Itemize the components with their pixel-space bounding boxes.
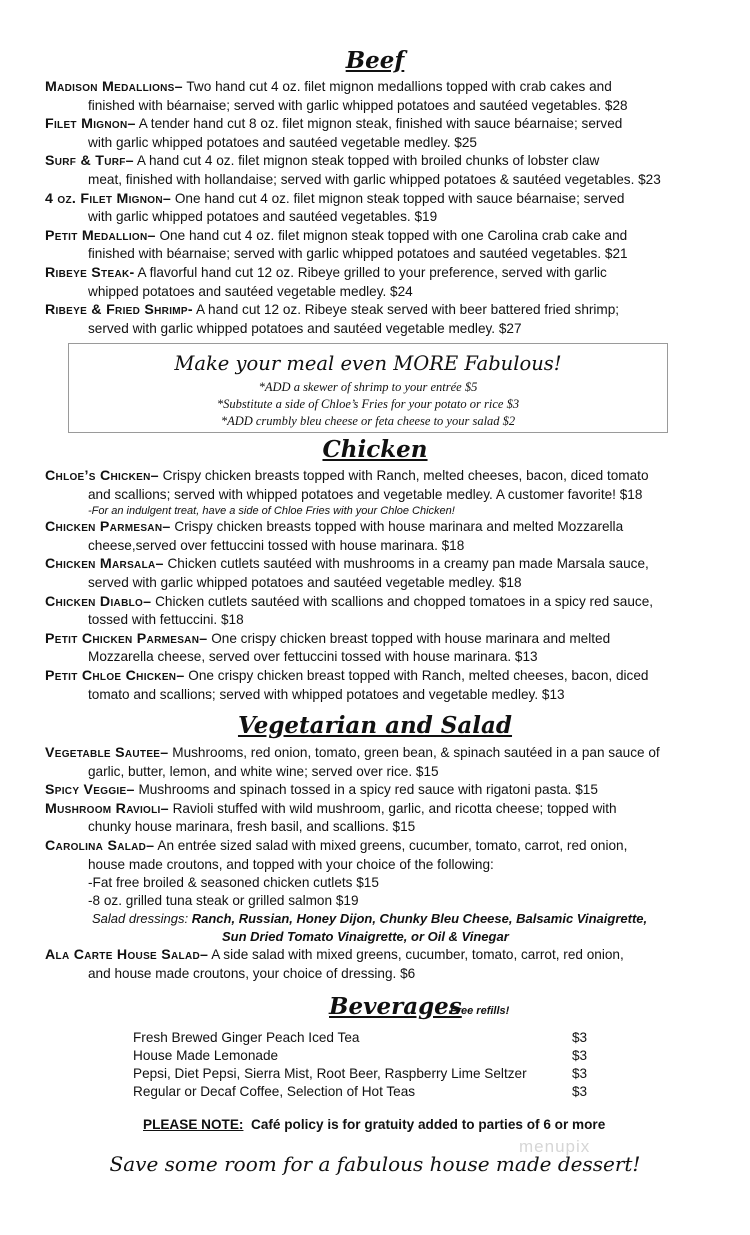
dessert-tagline: Save some room for a fabulous house made dessert! — [109, 1152, 641, 1176]
menu-item: Chicken Parmesan– Crispy chicken breasts topped with house marinara and melted Mozzarella cheese,served over fettuccini tossed with house marinara. $18 — [45, 519, 624, 553]
chicken-section — [0, 436, 750, 704]
beverage-row: Regular or Decaf Coffee, Selection of Hot Teas $3 — [133, 1084, 588, 1099]
beef-section — [0, 47, 750, 338]
menu-item: Petit Chloe Chicken– One crispy chicken breast topped with Ranch, melted cheeses, bacon, diced tomato and scallions; served with whipped potatoes and vegetable medley. $13 — [45, 667, 649, 702]
beverage-row: Fresh Brewed Ginger Peach Iced Tea $3 — [133, 1030, 588, 1045]
menu-item: Madison Medallions– Two hand cut 4 oz. filet mignon medallions topped with crab cakes and finished with béarnaise; served with garlic whipped potatoes and sautéed vegetables. $28 — [45, 79, 628, 113]
chicken-note: -For an indulgent treat, have a side of Chloe Fries with your Chloe Chicken! — [88, 505, 455, 518]
salad-dressings: Salad dressings: Ranch, Russian, Honey Dijon, Chunky Bleu Cheese, Balsamic Vinaigrette, — [92, 911, 648, 927]
vegetarian-title: Vegetarian and Salad — [237, 712, 513, 739]
menu-item: Chloe’s Chicken– Crispy chicken breasts topped with Ranch, melted cheeses, bacon, diced tomato and scallions; served with whipped potatoes and vegetable medley. A customer favorite! $18 — [45, 468, 649, 502]
beverage-row: Pepsi, Diet Pepsi, Sierra Mist, Root Beer, Raspberry Lime Seltzer $3 — [133, 1066, 588, 1081]
vegetarian-section — [0, 712, 750, 983]
beverages-title: Beverages — [329, 993, 462, 1020]
promo-box — [68, 343, 668, 433]
promo-line: *ADD a skewer of shrimp to your entrée $5 — [258, 380, 478, 394]
menu-item: Petit Chicken Parmesan– One crispy chicken breast topped with house marinara and melted Mozzarella cheese, served over fettuccini tossed with house marinara. $13 — [45, 630, 611, 665]
chicken-title: Chicken — [322, 436, 428, 463]
menu-item: Ribeye & Fried Shrimp- A hand cut 12 oz. Ribeye steak served with beer battered fried shrimp; served with garlic whipped potatoes and sautéed vegetable medley. $27 — [45, 302, 620, 336]
watermark: menupix — [519, 1137, 591, 1156]
menu-item: Chicken Marsala– Chicken cutlets sautéed with mushrooms in a creamy pan made Marsala sauce, served with garlic whipped potatoes and sautéed vegetable medley. $18 — [45, 556, 649, 590]
salad-dressings-cont: Sun Dried Tomato Vinaigrette, or Oil & Vinegar — [222, 929, 509, 945]
menu-item: Surf & Turf– A hand cut 4 oz. filet mignon steak topped with broiled chunks of lobster claw meat, finished with hollandaise; served with garlic whipped potatoes & sautéed vegetables. $23 — [45, 153, 661, 187]
promo-line: *ADD crumbly bleu cheese or feta cheese to your salad $2 — [220, 414, 516, 428]
beverages-section — [0, 993, 750, 1101]
menu-item: Mushroom Ravioli– Ravioli stuffed with wild mushroom, garlic, and ricotta cheese; topped with chunky house marinara, fresh basil, and scallions. $15 — [45, 800, 617, 835]
salad-option: -8 oz. grilled tuna steak or grilled salmon $19 — [88, 893, 359, 909]
menu-item: Chicken Diablo– Chicken cutlets sautéed with scallions and chopped tomatoes in a spicy red sauce, tossed with fettuccini. $18 — [45, 593, 654, 628]
free-refills: Free refills! — [450, 1005, 510, 1017]
menu-item: Ala Carte House Salad– A side salad with mixed greens, cucumber, tomato, carrot, red onion, and house made croutons, your choice of dressing. $6 — [45, 947, 624, 981]
menu-item: Filet Mignon– A tender hand cut 8 oz. filet mignon steak, finished with sauce béarnaise; served with garlic whipped potatoes and sautéed vegetable medley. $25 — [45, 116, 623, 150]
menu-item: Spicy Veggie– Mushrooms and spinach tossed in a spicy red sauce with rigatoni pasta. $15 — [45, 782, 598, 799]
gratuity-note: PLEASE NOTE: Café policy is for gratuity added to parties of 6 or more — [143, 1117, 606, 1132]
menu-item: 4 oz. Filet Mignon– One hand cut 4 oz. filet mignon steak topped with sauce béarnaise; served with garlic whipped potatoes and sautéed vegetables. $19 — [45, 190, 625, 225]
salad-option: -Fat free broiled & seasoned chicken cutlets $15 — [88, 875, 379, 891]
menu-item: Ribeye Steak- A flavorful hand cut 12 oz. Ribeye grilled to your preference, served with garlic whipped potatoes and sautéed vegetable medley. $24 — [45, 264, 607, 299]
menu-item: Petit Medallion– One hand cut 4 oz. filet mignon steak topped with one Carolina crab cake and finished with béarnaise; served with garlic whipped potatoes and sautéed vegetables. $21 — [45, 227, 628, 262]
promo-heading: Make your meal even MORE Fabulous! — [174, 352, 562, 375]
menu-item: Vegetable Sautee– Mushrooms, red onion, tomato, green bean, & spinach sautéed in a pan sauce of garlic, butter, lemon, and white wine; served over rice. $15 — [45, 745, 660, 779]
menu-item: Carolina Salad– An entrée sized salad with mixed greens, cucumber, tomato, carrot, red onion, house made croutons, and topped with your choice of the following: — [45, 837, 628, 872]
promo-line: *Substitute a side of Chloe’s Fries for your potato or rice $3 — [216, 397, 520, 411]
beef-title: Beef — [345, 47, 405, 74]
beverage-row: House Made Lemonade $3 — [133, 1048, 588, 1063]
